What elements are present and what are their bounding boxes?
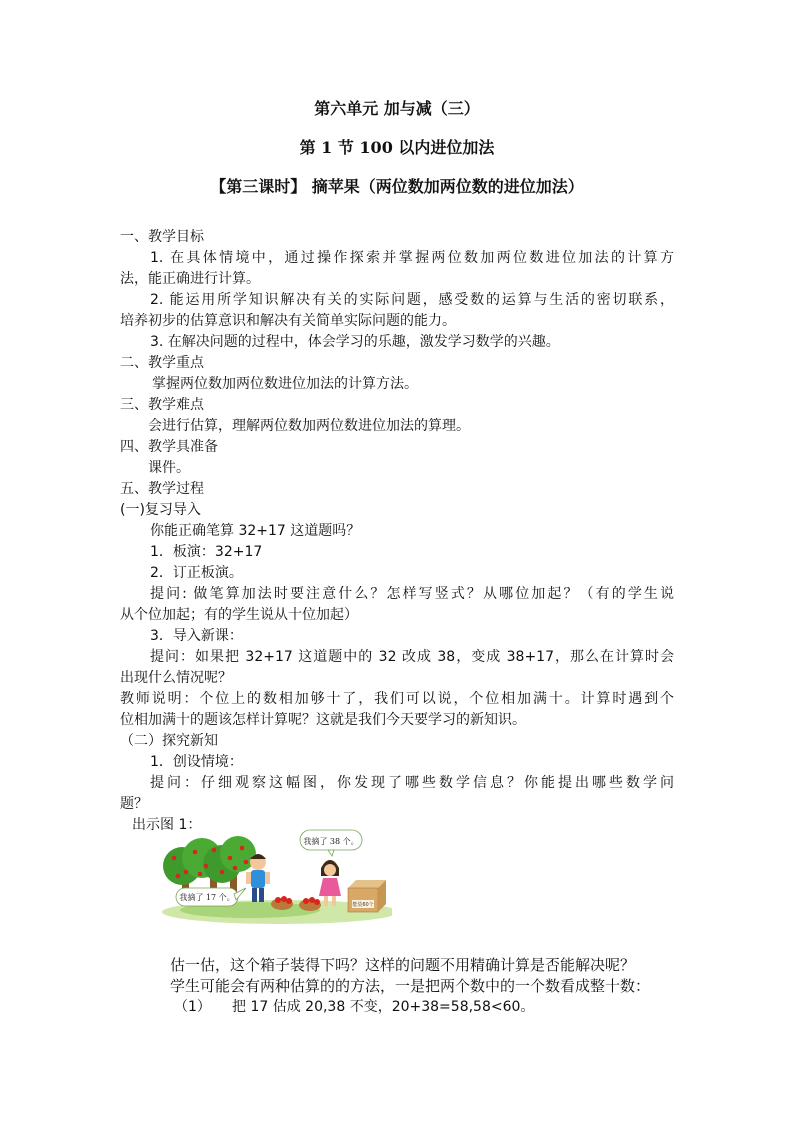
part1-step-1: 1．板演：32+17	[150, 544, 263, 560]
goal-1-line-1: 1. 在具体情境中，通过操作探索并掌握两位数加两位数进位加法的计算方	[150, 250, 674, 266]
part2-step-1: 1．创设情境：	[150, 754, 243, 770]
part1-explain-line-1: 教师说明：个位上的数相加够十了，我们可以说，个位相加满十。计算时遇到个	[120, 691, 674, 707]
apple-picking-illustration	[160, 828, 392, 924]
apple-box	[348, 880, 386, 912]
difficulties-heading: 三、教学难点	[120, 397, 204, 413]
section-title: 第 1 节 100 以内进位加法	[299, 138, 495, 157]
goal-2-line-1: 2. 能运用所学知识解决有关的实际问题，感受数的运算与生活的密切联系，	[150, 292, 674, 308]
part1-explain-line-2: 位相加满十的题该怎样计算呢？这就是我们今天要学习的新知识。	[120, 712, 526, 728]
process-heading: 五、教学过程	[120, 481, 204, 497]
goals-heading: 一、教学目标	[120, 229, 204, 245]
estimate-question: 估一估，这个箱子装得下吗？这样的问题不用精确计算是否能解决呢？	[170, 956, 636, 974]
part1-ask2-line-2: 出现什么情况呢？	[120, 670, 232, 686]
materials-heading: 四、教学具准备	[120, 439, 218, 455]
key-points-text: 掌握两位数加两位数进位加法的计算方法。	[152, 376, 418, 392]
part1-heading: (一)复习导入	[120, 502, 201, 518]
part2-heading: （二）探究新知	[120, 733, 218, 749]
lesson-title: 【第三课时】 摘苹果（两位数加两位数的进位加法）	[210, 177, 584, 196]
illustration-svg	[160, 828, 392, 924]
part1-question: 你能正确笔算 32+17 这道题吗？	[150, 523, 361, 539]
unit-title: 第六单元 加与减（三）	[314, 99, 480, 118]
goal-3: 3. 在解决问题的过程中，体会学习的乐趣，激发学习数学的兴趣。	[150, 334, 560, 350]
part2-ask-line-1: 提问：仔细观察这幅图，你发现了哪些数学信息？你能提出哪些数学问	[150, 775, 674, 791]
part1-step-2: 2．订正板演。	[150, 565, 243, 581]
part1-step-3: 3．导入新课：	[150, 628, 243, 644]
method-1-text: 把 17 估成 20,38 不变，20+38=58,58<60。	[232, 999, 535, 1015]
show-figure-label: 出示图 1：	[132, 817, 202, 833]
girl-figure	[319, 860, 341, 906]
girl-bubble-text: 我摘了 38 个。	[303, 837, 359, 846]
boy-speech-bubble	[176, 888, 246, 906]
methods-intro: 学生可能会有两种估算的的方法，一是把两个数中的一个数看成整十数：	[170, 977, 651, 995]
box-label: 能装60个	[352, 902, 374, 908]
part2-ask-line-2: 题？	[120, 796, 148, 812]
key-points-heading: 二、教学重点	[120, 355, 204, 371]
goal-1-line-2: 法，能正确进行计算。	[120, 271, 260, 287]
boy-bubble-text: 我摘了 17 个。	[179, 893, 235, 902]
method-1-number: （1）	[174, 999, 211, 1015]
materials-text: 课件。	[148, 460, 190, 476]
part1-ask-line-1: 提问: 做笔算加法时要注意什么？怎样写竖式？从哪位加起？（有的学生说	[150, 586, 674, 602]
goal-2-line-2: 培养初步的估算意识和解决有关简单实际问题的能力。	[120, 313, 456, 329]
girl-speech-bubble	[300, 830, 362, 856]
difficulties-text: 会进行估算，理解两位数加两位数进位加法的算理。	[148, 418, 470, 434]
part1-ask-line-2: 从个位加起；有的学生说从十位加起）	[120, 607, 358, 623]
part1-ask2-line-1: 提问：如果把 32+17 这道题中的 32 改成 38，变成 38+17，那么在计算时会	[150, 649, 674, 665]
